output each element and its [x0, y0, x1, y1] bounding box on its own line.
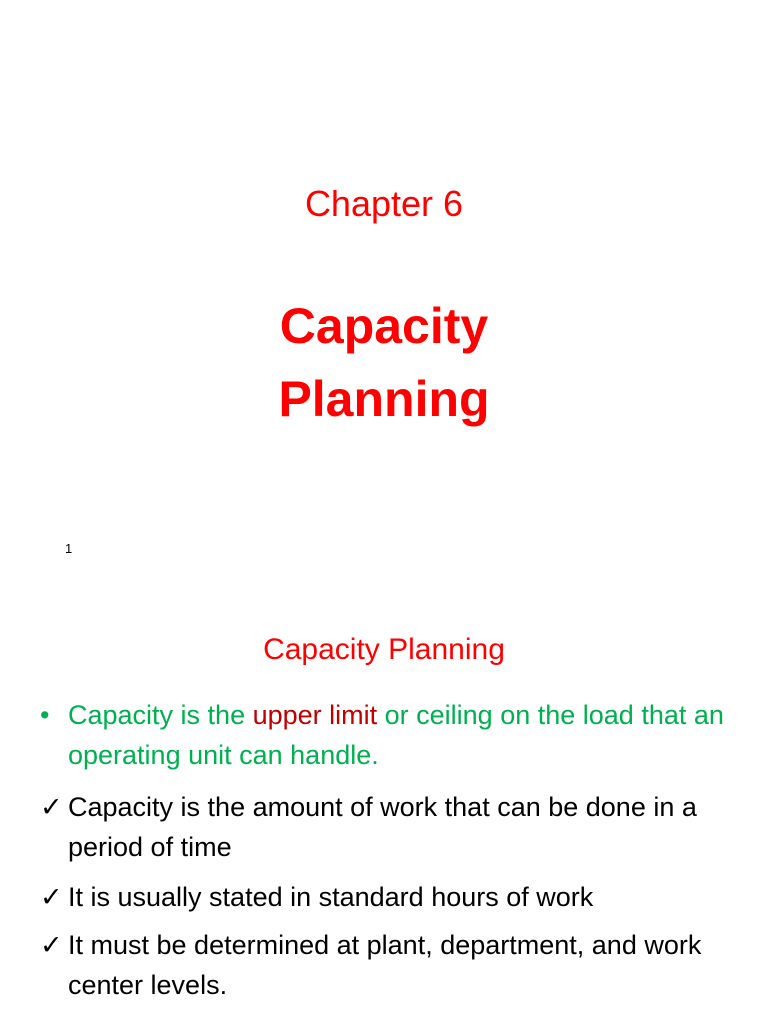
- bullet-item: [40, 695, 755, 775]
- check-text: It is usually stated in standard hours of work: [68, 882, 594, 912]
- slide-title: [0, 298, 768, 427]
- check-icon: ✓: [40, 930, 63, 960]
- title-line-2: Planning: [278, 371, 490, 427]
- check-text: Capacity is the amount of work that can be done in a period of time: [68, 792, 697, 862]
- check-item: [40, 787, 755, 867]
- page-number: 1: [65, 541, 73, 556]
- check-text: It must be determined at plant, department, and work center levels.: [68, 930, 702, 1000]
- section-title: Capacity Planning: [263, 633, 505, 666]
- bullet-marker: •: [40, 700, 50, 730]
- title-line-1: Capacity: [279, 298, 489, 354]
- highlight-text: upper limit: [252, 700, 378, 730]
- bullet-text: Capacity is the upper limit or ceiling on the load that an operating unit can handle.: [68, 700, 724, 770]
- check-item: [40, 877, 755, 917]
- check-icon: ✓: [40, 792, 63, 822]
- check-icon: ✓: [40, 882, 63, 912]
- check-item: [40, 925, 755, 1005]
- chapter-label: Chapter 6: [304, 183, 464, 224]
